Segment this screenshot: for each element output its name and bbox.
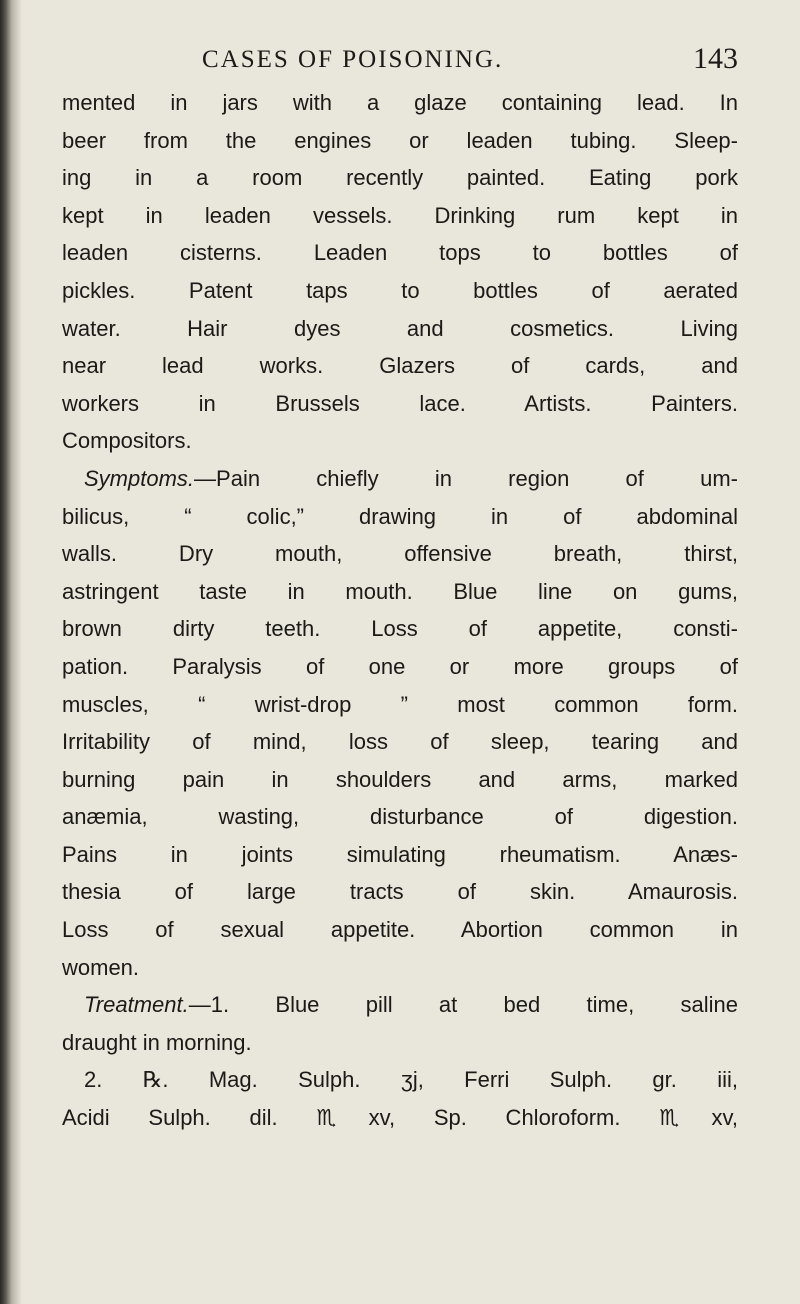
text-line (62, 911, 738, 949)
text-line (62, 610, 738, 648)
line-text: leaden cisterns. Leaden tops to bottles of (62, 240, 738, 266)
line-text: pickles. Patent taps to bottles of aerated (62, 277, 738, 303)
line-text: Pains in joints simulating rheumatism. Anæs- (62, 841, 738, 867)
page-gutter-shadow (0, 0, 22, 1304)
text-line (62, 836, 738, 874)
text-line (62, 535, 738, 573)
line-text: ing in a room recently painted. Eating pork (62, 165, 738, 191)
section-heading: Symptoms. (84, 465, 195, 491)
line-text: pation. Paralysis of one or more groups of (62, 653, 738, 679)
line-text: astringent taste in mouth. Blue line on gums, (62, 578, 738, 604)
section-heading: Treatment. (84, 992, 189, 1018)
text-line (62, 723, 738, 761)
text-line (62, 986, 738, 1024)
text-line (62, 272, 738, 310)
running-title: CASES OF POISONING. (202, 46, 504, 73)
line-text: Loss of sexual appetite. Abortion common in (62, 917, 738, 943)
line-text: workers in Brussels lace. Artists. Painters. (62, 390, 738, 416)
text-line (62, 686, 738, 724)
text-line (62, 422, 738, 460)
line-text: 2. ℞. Mag. Sulph. ʒj, Ferri Sulph. gr. iii, (84, 1067, 738, 1093)
line-text: kept in leaden vessels. Drinking rum kept in (62, 202, 738, 228)
line-text: bilicus, “ colic,” drawing in of abdominal (62, 503, 738, 529)
text-line (62, 798, 738, 836)
text-line (62, 761, 738, 799)
line-text: women. (62, 954, 140, 980)
line-text: Irritability of mind, loss of sleep, tearing and (62, 729, 738, 755)
line-text: water. Hair dyes and cosmetics. Living (62, 315, 738, 341)
text-line (62, 310, 738, 348)
line-text: near lead works. Glazers of cards, and (62, 353, 738, 379)
line-text: thesia of large tracts of skin. Amaurosis. (62, 879, 738, 905)
text-line (62, 873, 738, 911)
text-line (62, 1099, 738, 1137)
text-line (62, 460, 738, 498)
line-text: mented in jars with a glaze containing lead. In (62, 90, 738, 115)
text-line (62, 498, 738, 536)
text-line (62, 1024, 738, 1062)
page-number: 143 (693, 42, 738, 75)
line-text: draught in morning. (62, 1029, 252, 1055)
text-line (62, 234, 738, 272)
text-line (62, 347, 738, 385)
text-line (62, 1061, 738, 1099)
text-line (62, 573, 738, 611)
line-text: walls. Dry mouth, offensive breath, thirst, (62, 541, 738, 567)
text-line (62, 385, 738, 423)
line-text: muscles, “ wrist-drop ” most common form. (62, 691, 738, 717)
text-line (62, 197, 738, 235)
line-text: —Pain chiefly in region of um- (194, 465, 738, 491)
line-text: Acidi Sulph. dil. ♏xv, Sp. Chloroform. ♏xv, (62, 1105, 738, 1131)
line-text: Compositors. (62, 428, 192, 454)
line-text: beer from the engines or leaden tubing. Sleep- (62, 127, 738, 153)
text-line (62, 648, 738, 686)
page-header (62, 44, 762, 88)
line-text: brown dirty teeth. Loss of appetite, consti- (62, 616, 738, 642)
line-text: burning pain in shoulders and arms, marked (62, 766, 738, 792)
text-line (62, 84, 738, 122)
text-line (62, 949, 738, 987)
line-text: anæmia, wasting, disturbance of digestion. (62, 804, 738, 830)
line-text: —1. Blue pill at bed time, saline (188, 992, 738, 1018)
body-text (62, 84, 738, 1137)
text-line (62, 159, 738, 197)
text-line (62, 122, 738, 160)
